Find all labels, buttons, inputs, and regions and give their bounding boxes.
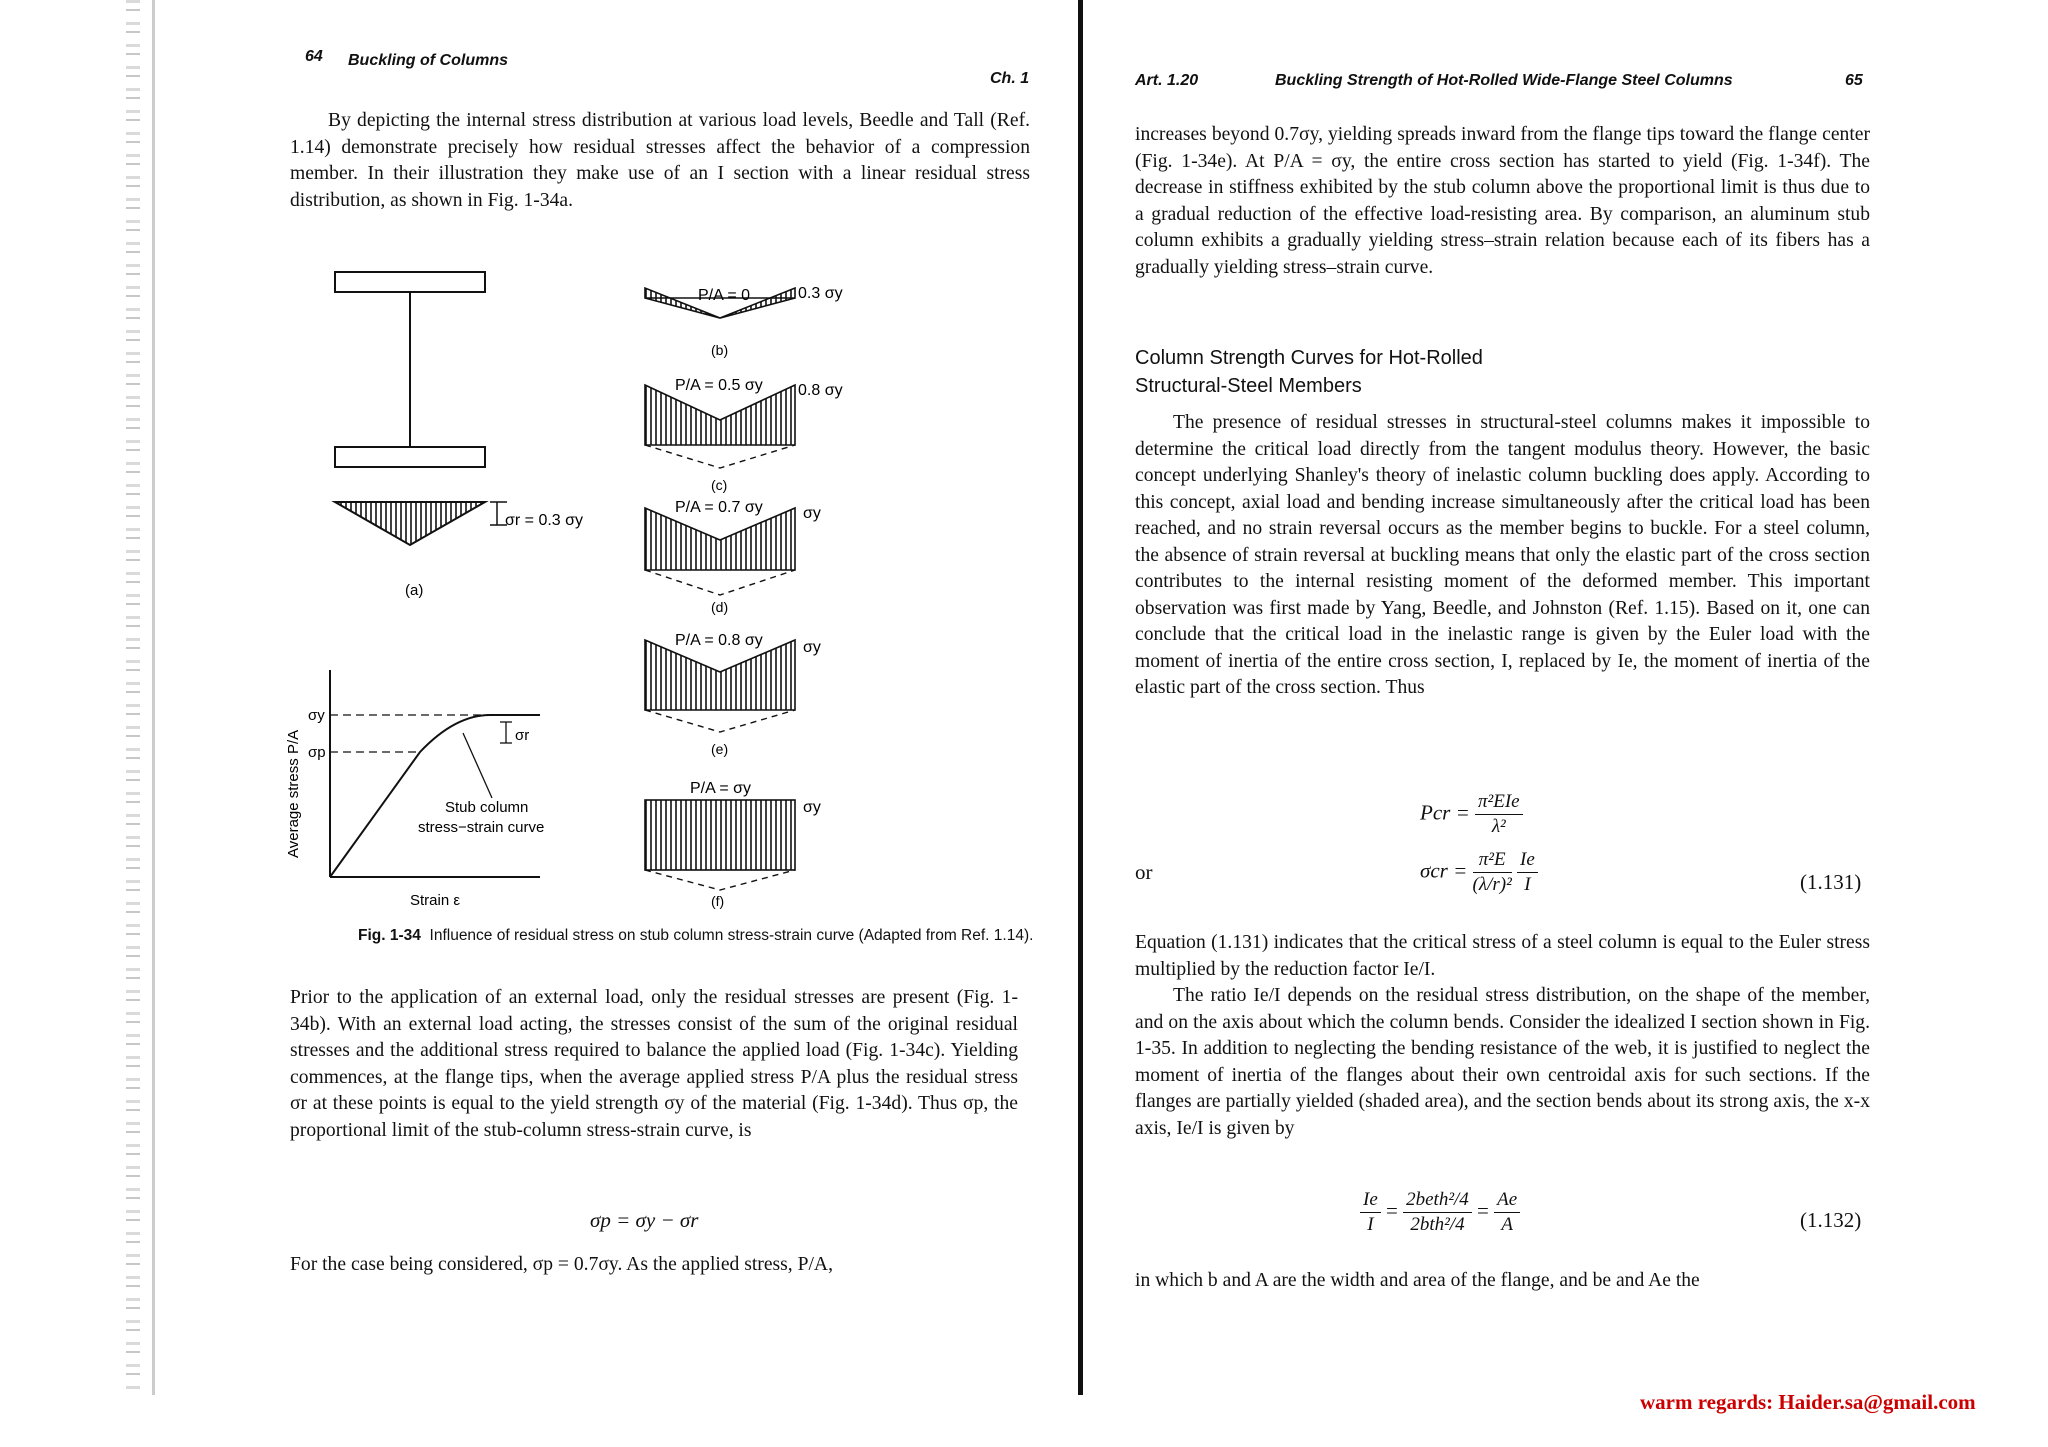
article-title: Buckling Strength of Hot-Rolled Wide-Flange Steel Columns — [1275, 72, 1733, 89]
figure-1-34 — [285, 240, 1035, 912]
residual-stress-diagram-a — [335, 502, 583, 599]
watermark-credit: warm regards: Haider.sa@gmail.com — [1640, 1390, 1976, 1414]
equation-number-1-132: (1.132) — [1800, 1208, 1862, 1232]
page-number: 65 — [1845, 72, 1863, 89]
a-tag: (a) — [405, 582, 424, 599]
equation-inertia-ratio: $\frac{Ie}{I}$ = $\frac{\text{2beth²/4}}{\text{2bth²/4}}$ = $\frac{Ae}{A}$ — [1360, 1188, 1520, 1237]
or-word: or — [1135, 860, 1153, 884]
left-page — [285, 0, 1034, 1395]
chapter-label: Ch. 1 — [990, 70, 1030, 87]
d-load-label: P/A = 0.7 σy — [675, 499, 763, 516]
b-load-label: P/A = 0 — [698, 287, 751, 304]
right-paragraph-5: in which b and A are the width and area of the flange, and be and Ae the — [1135, 1270, 1700, 1291]
f-tag: (f) — [711, 893, 725, 909]
d-tag: (d) — [711, 599, 729, 615]
figure-caption — [358, 925, 1038, 946]
f-value-label: σy — [803, 799, 821, 816]
equation-number-1-131: (1.131) — [1800, 870, 1862, 894]
book-title: Buckling of Columns — [348, 52, 508, 69]
c-tag: (c) — [711, 477, 728, 493]
stress-diagram-c — [645, 377, 843, 493]
right-paragraph-2: The presence of residual stresses in structural-steel columns makes it impossible to determine the critical load directly from the tangent modulus theory. However, the basic concept underlying Shanley's theory of inelastic column buckling does apply. According to this concept, axial load and bending increase simultaneously after the critical load has been reached, and no strain reversal occurs as the member begins to buckle. For a steel column, the absence of strain reversal at buckling means that only the elastic part of the cross section contributes to the internal resisting moment of the deformed member. This important observation was first made by Yang, Beedle, and Johnston (Ref. 1.15). Based on it, one can conclude that the critical load in the inelastic range is given by the Euler load with the moment of inertia of the entire cross section, I, replaced by Ie, the moment of inertia of the elastic part of the cross section. Thus — [1135, 412, 1870, 698]
book-spine — [1078, 0, 1083, 1395]
right-page — [1135, 0, 1870, 1395]
a-value-label: σr = 0.3 σy — [505, 512, 583, 529]
caption-number: Fig. 1-34 — [358, 927, 421, 944]
residual-stress-figure — [285, 240, 1035, 912]
b-tag: (b) — [711, 342, 729, 358]
page-binding-edge — [126, 0, 140, 1395]
stress-diagram-e — [645, 632, 821, 757]
e-value-label: σy — [803, 639, 821, 656]
right-running-head — [1135, 72, 1870, 100]
left-paragraph-2: Prior to the application of an external load, only the residual stresses are present (Fig. 1-34b). With an external load acting, the stresses consist of the sum of the original residual stresses and the additional stress required to balance the applied load (Fig. 1-34c). Yielding commences, at the flange tips, when the average applied stress P/A plus the residual stress σr at these points is equal to the yield strength σy of the material (Fig. 1-34d). Thus σp, the proportional limit of the stub-column stress-strain curve, is — [290, 987, 1018, 1141]
right-paragraph-3: Equation (1.131) indicates that the critical stress of a steel column is equal to the Euler stress multiplied by the reduction factor Ie/I. — [1135, 932, 1870, 980]
stress-diagram-d — [645, 499, 821, 615]
i-section — [335, 272, 485, 467]
right-paragraph-4: The ratio Ie/I depends on the residual stress distribution, on the shape of the member, and on the axis about which the column bends. Consider the idealized I section shown in Fig. 1-35. In addition to neglecting the bending resistance of the web, it is justified to neglect the moment of inertia of the flanges about their own centroidal axis for such sections. If the flanges are partially yielded (shaded area), and the section bends about its strong axis, the x-x axis, Ie/I is given by — [1135, 985, 1870, 1139]
stress-diagram-b — [645, 285, 843, 358]
b-value-label: 0.3 σy — [798, 285, 843, 302]
equation-critical-stress: σcr = $\frac{\text{π²E}}{\text{(λ/r)²}}$ $\frac{Ie}{I}$ — [1420, 848, 1538, 897]
e-tag: (e) — [711, 741, 729, 757]
f-load-label: P/A = σy — [690, 780, 752, 797]
graph-sigma-y: σy — [308, 707, 325, 724]
c-value-label: 0.8 σy — [798, 382, 843, 399]
article-number: Art. 1.20 — [1135, 72, 1199, 89]
stub-column-graph — [285, 670, 544, 909]
graph-sigma-p: σp — [308, 744, 326, 761]
page-binding-line — [152, 0, 155, 1395]
stress-diagram-f — [645, 780, 821, 909]
graph-y-label: Average stress P/A — [285, 729, 302, 858]
graph-x-label: Strain ε — [410, 892, 461, 909]
equation-critical-load: Pcr = $\frac{\text{π²EIe}}{\text{λ²}}$ — [1420, 790, 1523, 839]
left-paragraph-3: For the case being considered, σp = 0.7σy. As the applied stress, P/A, — [290, 1254, 833, 1275]
equation-proportional-limit: σp = σy − σr — [590, 1208, 699, 1232]
graph-curve-label-2: stress−strain curve — [418, 819, 545, 836]
caption-text: Influence of residual stress on stub column stress-strain curve (Adapted from Ref. 1.14). — [429, 927, 1034, 944]
e-load-label: P/A = 0.8 σy — [675, 632, 763, 649]
left-paragraph-1: By depicting the internal stress distribution at various load levels, Beedle and Tall (Ref. 1.14) demonstrate precisely how residual stresses affect the behavior of a compression member. In their illustration they make use of an I section with a linear residual stress distribution, as shown in Fig. 1-34a. — [290, 110, 1030, 211]
section-heading-line-1: Column Strength Curves for Hot-Rolled — [1135, 347, 1483, 369]
left-running-head — [290, 48, 1030, 87]
graph-sigma-r: σr — [515, 727, 530, 744]
section-heading-line-2: Structural-Steel Members — [1135, 375, 1362, 397]
graph-curve-label-1: Stub column — [445, 799, 529, 816]
right-paragraph-1: increases beyond 0.7σy, yielding spreads inward from the flange tips toward the flange center (Fig. 1-34e). At P/A = σy, the entire cross section has started to yield (Fig. 1-34f). The decrease in stiffness exhibited by the stub column above the proportional limit is thus due to a gradual reduction of the effective load-resisting area. By comparison, an aluminum stub column exhibits a gradually yielding stress–strain relation because each of its fibers has a gradually yielding stress–strain curve. — [1135, 124, 1870, 278]
page-number: 64 — [305, 48, 323, 65]
d-value-label: σy — [803, 505, 821, 522]
c-load-label: P/A = 0.5 σy — [675, 377, 763, 394]
